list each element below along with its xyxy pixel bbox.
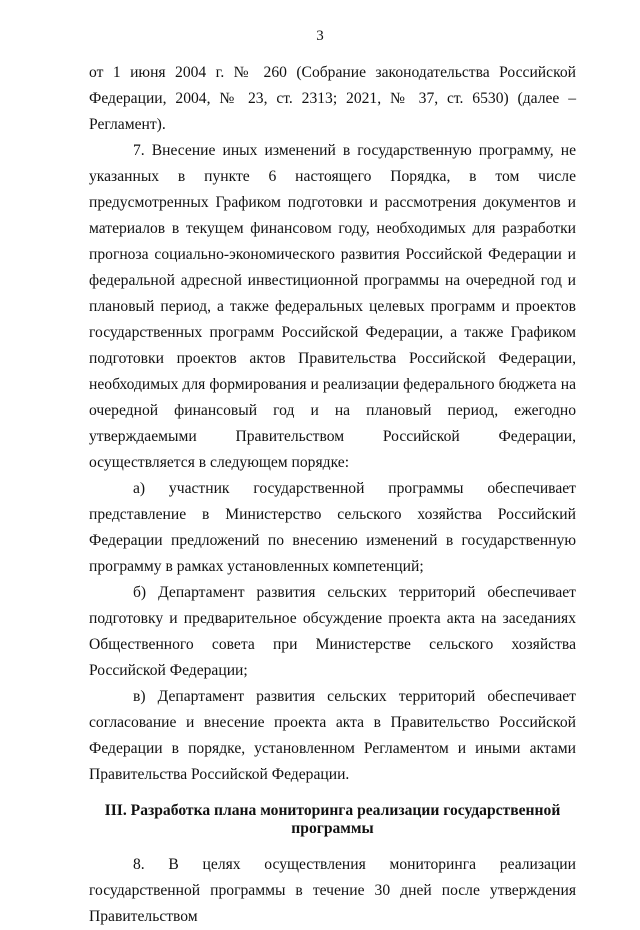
paragraph-item-8: 8. В целях осуществления мониторинга реализации государственной программы в течение 30 дней после утверждения Правительством bbox=[89, 856, 576, 925]
paragraph-continuation: от 1 июня 2004 г. № 260 (Собрание законодательства Российской Федерации, 2004, № 23, ст. 2313; 2021, № 37, ст. 6530) (далее – Регламент). bbox=[89, 64, 576, 133]
paragraph-subitem-b: б) Департамент развития сельских территорий обеспечивает подготовку и предварительное обсуждение проекта акта на заседаниях Общественного совета при Министерстве сельского хозяйства Российской Федерации; bbox=[89, 584, 576, 679]
paragraph-item-7: 7. Внесение иных изменений в государственную программу, не указанных в пункте 6 настоящего Порядка, в том числе предусмотренных Графиком подготовки и рассмотрения документов и материалов в текущем финансовом году, необходимых для разработки прогноза социально-экономического развития Российской Федерации и федеральной адресной инвестиционной программы на очередной год и плановый период, а также федеральных целевых программ и проектов государственных программ Российской Федерации, а также Графиком подготовки проектов актов Правительства Российской Федерации, необходимых для формирования и реализации федерального бюджета на очередной финансовый год и на плановый период, ежегодно утверждаемыми Правительством Российской Федерации, осуществляется в следующем порядке: bbox=[89, 142, 576, 471]
paragraph-subitem-v: в) Департамент развития сельских территорий обеспечивает согласование и внесение проекта акта в Правительство Российской Федерации в порядке, установленном Регламентом и иными актами Правительства Российской Федерации. bbox=[89, 688, 576, 783]
section-heading: III. Разработка плана мониторинга реализации государственной программы bbox=[104, 802, 561, 837]
paragraph-subitem-a: а) участник государственной программы обеспечивает представление в Министерство сельского хозяйства Российский Федерации предложений по внесению изменений в государственную программу в рамках установленных компетенций; bbox=[89, 480, 576, 575]
page-number: 3 bbox=[316, 28, 324, 44]
document-body bbox=[89, 60, 576, 930]
